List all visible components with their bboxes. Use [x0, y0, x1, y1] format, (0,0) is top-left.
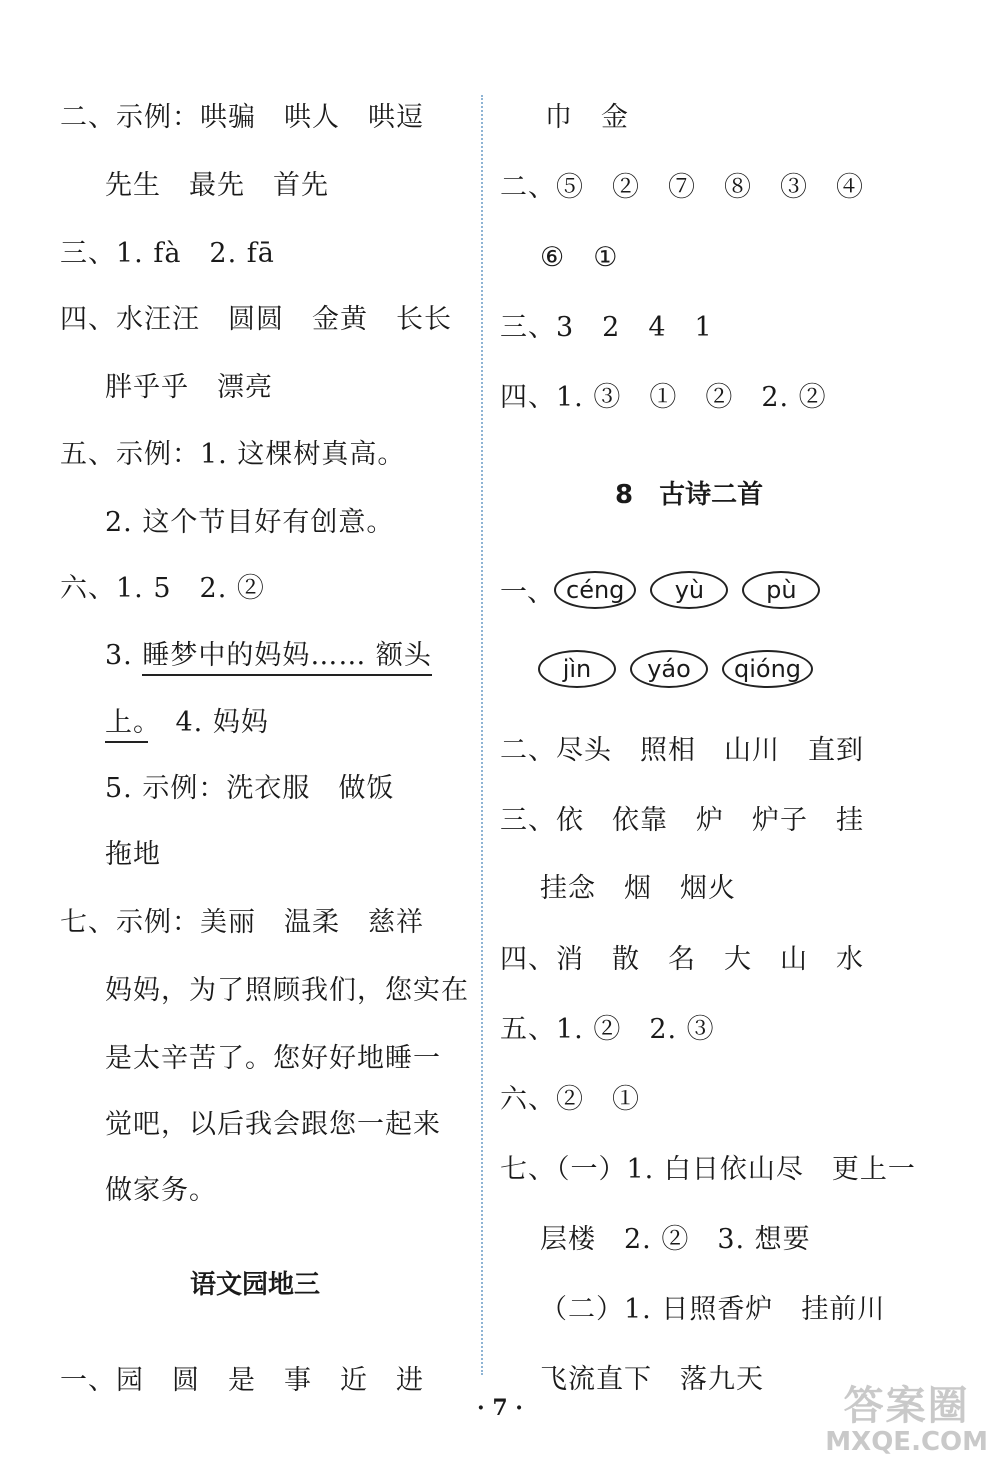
answer-line: 六、1. 5 2. ② [60, 573, 265, 604]
answer-number: 3. [105, 640, 143, 671]
watermark-logo [825, 1384, 988, 1457]
answer-line [105, 700, 269, 739]
answer-line: 六、② ① [500, 1084, 640, 1115]
answer-line: 二、尽头 照相 山川 直到 [500, 735, 864, 766]
answer-line: 四、消 散 名 大 山 水 [500, 944, 864, 975]
page-number: · 7 · [477, 1395, 523, 1421]
answer-line: 一、园 圆 是 事 近 进 [60, 1365, 424, 1396]
answer-line: 2. 这个节目好有创意。 [105, 507, 395, 538]
pinyin-oval: pù [742, 571, 820, 609]
answer-line: 五、示例：1. 这棵树真高。 [60, 439, 406, 470]
answer-line: ⑥ ① [540, 242, 619, 273]
answer-line: 挂念 烟 烟火 [540, 873, 736, 904]
answer-line: 胖乎乎 漂亮 [105, 372, 273, 403]
answer-line: 做家务。 [105, 1175, 217, 1206]
answer-line: 觉吧，以后我会跟您一起来 [105, 1109, 441, 1140]
lesson-title: 8 古诗二首 [615, 480, 764, 510]
underlined-sentence: 睡梦中的妈妈…… 额头 [142, 640, 432, 676]
answer-line: 巾 金 [545, 102, 629, 133]
answer-line: 是太辛苦了。您好好地睡一 [105, 1043, 441, 1074]
answer-line: 飞流直下 落九天 [540, 1364, 764, 1395]
answer-line: 三、3 2 4 1 [500, 312, 713, 343]
answer-line: 二、⑤ ② ⑦ ⑧ ③ ④ [500, 172, 864, 203]
watermark-bottom: MXQE.COM [825, 1427, 988, 1458]
answer-line: 5. 示例：洗衣服 做饭 [105, 773, 395, 804]
answer-line: 拖地 [105, 839, 161, 870]
question-number: 一、 [500, 577, 554, 608]
pinyin-row [538, 650, 827, 688]
answer-line: 四、1. ③ ① ② 2. ② [500, 382, 827, 413]
answer-line [105, 633, 432, 672]
answer-line: 七、（一）1. 白日依山尽 更上一 [500, 1154, 916, 1185]
answer-line: 五、1. ② 2. ③ [500, 1014, 715, 1045]
answer-line: 三、依 依靠 炉 炉子 挂 [500, 805, 864, 836]
answer-line: 三、1. fà 2. fā [60, 238, 275, 269]
section-title: 语文园地三 [190, 1270, 321, 1300]
answer-line: 二、示例：哄骗 哄人 哄逗 [60, 102, 424, 133]
pinyin-oval: qióng [722, 650, 813, 688]
watermark-top: 答案圈 [843, 1383, 970, 1430]
answer-line: 先生 最先 首先 [105, 170, 329, 201]
underlined-sentence-end: 上。 [105, 707, 148, 743]
answer-line: 七、示例：美丽 温柔 慈祥 [60, 907, 424, 938]
answer-line: 四、水汪汪 圆圆 金黄 长长 [60, 304, 452, 335]
answer-line: （二）1. 日照香炉 挂前川 [540, 1294, 886, 1325]
pinyin-oval: céng [554, 571, 636, 609]
pinyin-oval: jìn [538, 650, 616, 688]
answer-line: 层楼 2. ② 3. 想要 [540, 1224, 811, 1255]
pinyin-oval: yáo [630, 650, 708, 688]
pinyin-row [500, 570, 834, 609]
answer-text: 4. 妈妈 [147, 707, 269, 738]
pinyin-oval: yù [650, 571, 728, 609]
column-divider [481, 95, 483, 1375]
answer-line: 妈妈，为了照顾我们，您实在 [105, 975, 469, 1006]
